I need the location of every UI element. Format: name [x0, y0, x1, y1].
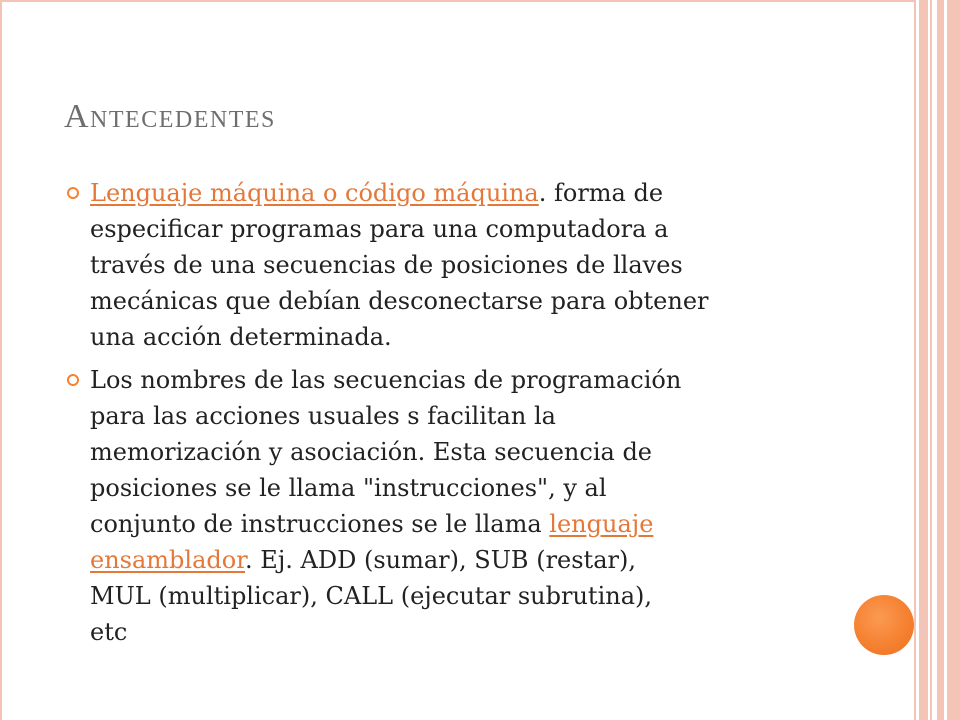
- slide-title: Antecedentes: [64, 98, 276, 135]
- bullet-text: etc: [90, 618, 128, 646]
- bullet-item: [64, 362, 824, 650]
- decorative-stripes: [916, 0, 960, 720]
- bullet-text: posiciones se le llama "instrucciones", y al: [90, 474, 607, 502]
- bullet-text: través de una secuencias de posiciones de llaves: [90, 251, 683, 279]
- bullet-text: Los nombres de las secuencias de programación: [90, 366, 682, 394]
- bullet-line: [90, 283, 824, 319]
- bullet-list: [64, 175, 824, 657]
- bullet-line: [90, 211, 824, 247]
- bullet-line: [90, 542, 824, 578]
- bullet-text: conjunto de instrucciones se le llama: [90, 510, 550, 538]
- bullet-text: . Ej. ADD (sumar), SUB (restar),: [245, 546, 636, 574]
- bullet-line: [90, 175, 824, 211]
- hyperlink[interactable]: lenguaje: [549, 510, 654, 538]
- bullet-line: [90, 362, 824, 398]
- bullet-line: [90, 614, 824, 650]
- bullet-text: mecánicas que debían desconectarse para obtener: [90, 287, 709, 315]
- bullet-text: especificar programas para una computadora a: [90, 215, 669, 243]
- bullet-text: una acción determinada.: [90, 323, 392, 351]
- bullet-line: [90, 434, 824, 470]
- bullet-marker-icon: [66, 373, 80, 387]
- bullet-line: [90, 247, 824, 283]
- bullet-line: [90, 398, 824, 434]
- bullet-marker-icon: [66, 186, 80, 200]
- hyperlink[interactable]: ensamblador: [90, 546, 246, 574]
- bullet-line: [90, 506, 824, 542]
- bullet-line: [90, 578, 824, 614]
- bullet-item: [64, 175, 824, 355]
- decorative-orb: [854, 595, 914, 655]
- bullet-line: [90, 470, 824, 506]
- bullet-line: [90, 319, 824, 355]
- bullet-text: . forma de: [538, 179, 664, 207]
- hyperlink[interactable]: Lenguaje máquina o código máquina: [90, 179, 539, 207]
- bullet-text: MUL (multiplicar), CALL (ejecutar subrutina),: [90, 582, 653, 610]
- bullet-text: memorización y asociación. Esta secuencia de: [90, 438, 653, 466]
- bullet-text: para las acciones usuales s facilitan la: [90, 402, 556, 430]
